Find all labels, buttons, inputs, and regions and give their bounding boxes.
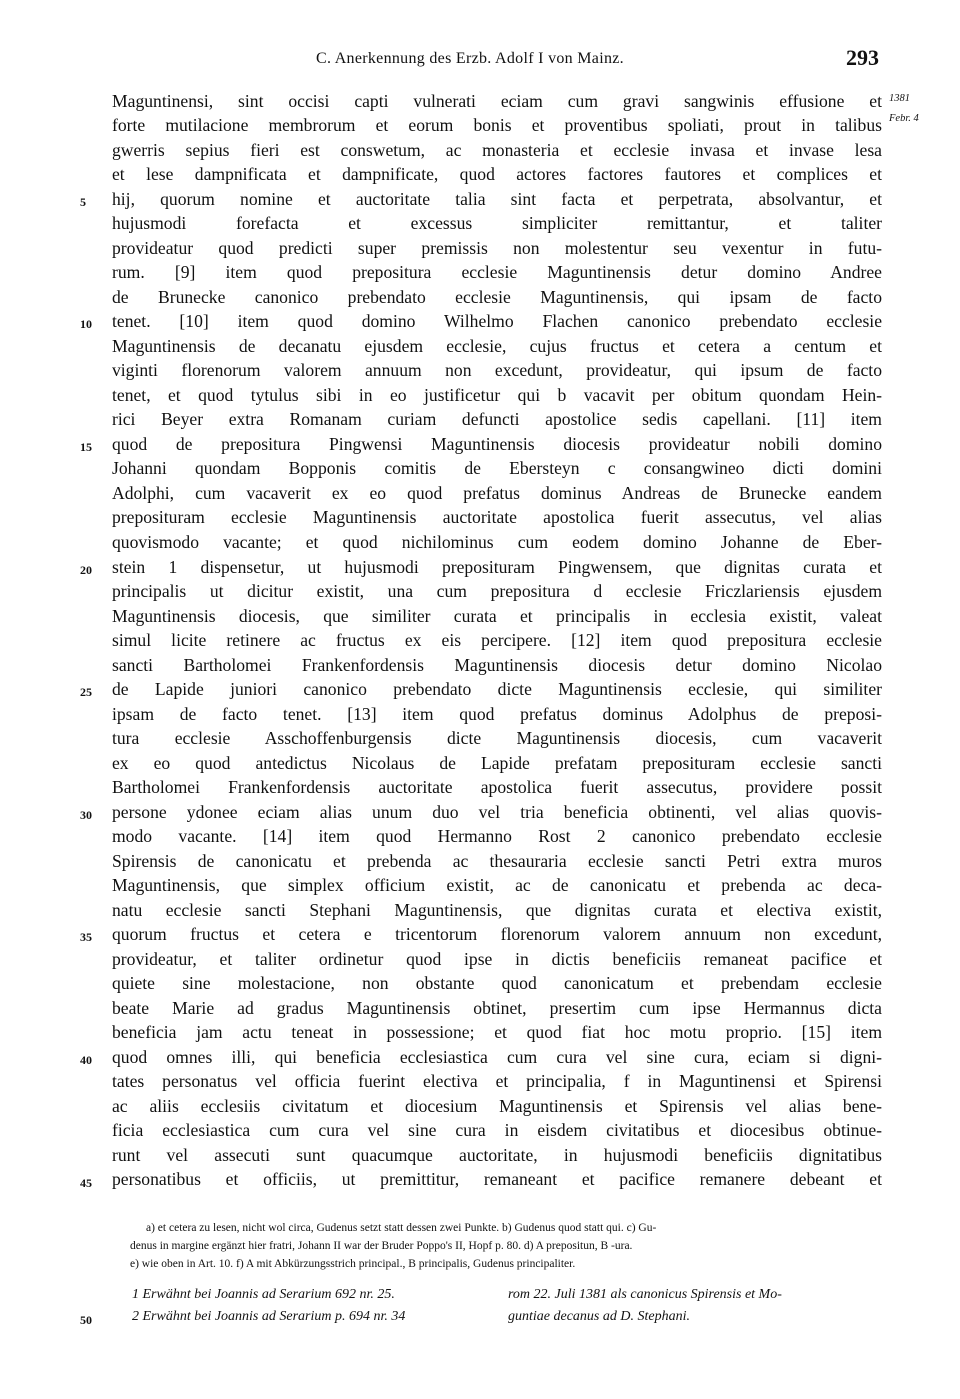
text-line: sancti Bartholomei Frankenfordensis Maguntinensis diocesis detur domino Nicolao (112, 655, 882, 675)
line-number: 15 (80, 440, 92, 454)
text-line: Johanni quondam Bopponis comitis de Ebersteyn c consangwineo dicti domini (112, 458, 882, 478)
text-line: gwerris sepius fieri est conswetum, ac monasteria et ecclesie invasa et invase lesa (112, 140, 882, 160)
text-line: tenet, et quod tytulus sibi in eo justificetur qui b vacavit per obitum quondam Hein- (112, 385, 882, 405)
text-line: Maguntinensis de decanatu ejusdem ecclesie, cujus fructus et cetera a centum et (112, 336, 882, 356)
footnote-2-continuation: rom 22. Juli 1381 als canonicus Spirensis et Mo- (508, 1287, 782, 1302)
text-line: ac aliis ecclesiis civitatum et diocesium Maguntinensis et Spirensis vel alias bene- (112, 1096, 882, 1116)
footnote-1: 1 Erwähnt bei Joannis ad Serarium 692 nr. 25. (132, 1287, 395, 1302)
text-line: quod de prepositura Pingwensi Maguntinensis diocesis provideatur nobili domino (112, 434, 882, 454)
text-line: de Brunecke canonico prebendato ecclesie Maguntinensis, qui ipsam de facto (112, 287, 882, 307)
text-line: de Lapide juniori canonico prebendato dicte Maguntinensis ecclesie, qui similiter (112, 679, 882, 699)
text-line: tenet. [10] item quod domino Wilhelmo Flachen canonico prebendato ecclesie (112, 311, 882, 331)
text-line: persone ydonee eciam alias unum duo vel tria beneficia obtinenti, vel alias quovis- (112, 802, 882, 822)
text-line: Adolphi, cum vacaverit ex eo quod prefatus dominus Andreas de Brunecke eandem (112, 483, 882, 503)
line-number: 5 (80, 195, 86, 209)
text-line: ipsam de facto tenet. [13] item quod prefatus dominus Adolphus de preposi- (112, 704, 882, 724)
line-number: 40 (80, 1053, 92, 1067)
text-line: hujusmodi forefacta et excessus simpliciter remittantur, et taliter (112, 213, 882, 233)
text-line: forte mutilacione membrorum et eorum bonis et proventibus spoliati, prout in talibus (112, 115, 882, 135)
line-number: 25 (80, 685, 92, 699)
text-line: Spirensis de canonicatu et prebenda ac thesauraria ecclesie sancti Petri extra muros (112, 851, 882, 871)
margin-year: 1381 (889, 93, 910, 104)
text-line: beate Marie ad gradus Maguntinensis obtinet, presertim cum ipse Hermannus dicta (112, 998, 882, 1018)
text-line: stein 1 dispensetur, ut hujusmodi preposituram Pingwensem, que dignitas curata et (112, 557, 882, 577)
text-line: preposituram ecclesie Maguntinensis auctoritate apostolica fuerit assecutus, vel alias (112, 507, 882, 527)
footnote-2-continuation: guntiae decanus ad D. Stephani. (508, 1309, 690, 1324)
text-line: Maguntinensis, que simplex officium existit, ac de canonicatu et prebenda ac deca- (112, 875, 882, 895)
text-line: ex eo quod antedictus Nicolaus de Lapide prefatam preposituram ecclesie sancti (112, 753, 882, 773)
text-line: quiete sine molestacione, non obstante quod canonicatum et prebendam ecclesie (112, 973, 882, 993)
line-number: 30 (80, 808, 92, 822)
text-line: provideatur quod predicti super premissis non molestentur seu vexentur in futu- (112, 238, 882, 258)
running-head: C. Anerkennung des Erzb. Adolf I von Mainz. (316, 50, 624, 67)
text-line: hij, quorum nomine et auctoritate talia sint facta et perpetrata, absolvantur, et (112, 189, 882, 209)
text-line: principalis ut dicitur existit, una cum prepositura d ecclesie Friczlariensis ejusdem (112, 581, 882, 601)
text-line: tates personatus vel officia fuerint electiva et principalia, f in Maguntinensi et Spirensi (112, 1071, 882, 1091)
text-line: tura ecclesie Asschoffenburgensis dicte Maguntinensis diocesis, cum vacaverit (112, 728, 882, 748)
text-line: viginti florenorum valorem annuum non excedunt, provideatur, qui ipsum de facto (112, 360, 882, 380)
text-line: natu ecclesie sancti Stephani Maguntinensis, que dignitas curata et electiva existit, (112, 900, 882, 920)
text-line: quovismodo vacante; et quod nichilominus cum eodem domino Johanne de Eber- (112, 532, 882, 552)
text-line: provideatur, et taliter ordinetur quod ipse in dictis beneficiis remaneat pacifice et (112, 949, 882, 969)
margin-date: Febr. 4 (889, 113, 919, 124)
line-number: 10 (80, 317, 92, 331)
line-number: 35 (80, 930, 92, 944)
footnote-2: 2 Erwähnt bei Joannis ad Serarium p. 694 nr. 34 (132, 1309, 406, 1324)
line-number: 20 (80, 563, 92, 577)
text-line: rici Beyer extra Romanam curiam defuncti apostolice sedis capellani. [11] item (112, 409, 882, 429)
text-line: Bartholomei Frankenfordensis auctoritate apostolica fuerit assecutus, providere possit (112, 777, 882, 797)
text-line: rum. [9] item quod prepositura ecclesie Maguntinensis detur domino Andree (112, 262, 882, 282)
page-number: 293 (846, 45, 879, 70)
apparatus-line: e) wie oben in Art. 10. f) A mit Abkürzungsstrich principal., B principalis, Gudenus principaliter. (130, 1258, 576, 1270)
text-line: Maguntinensi, sint occisi capti vulnerati eciam cum gravi sangwinis effusione et (112, 91, 882, 111)
text-line: quod omnes illi, qui beneficia ecclesiastica cum cura vel sine cura, eciam si digni- (112, 1047, 882, 1067)
line-number: 50 (80, 1313, 92, 1327)
text-line: beneficia jam actu teneat in possessione; et quod fiat hoc motu proprio. [15] item (112, 1022, 882, 1042)
text-line: ficia ecclesiastica cum cura vel sine cura in eisdem civitatibus et diocesibus obtinue- (112, 1120, 882, 1140)
line-number: 45 (80, 1176, 92, 1190)
text-line: simul licite retinere ac fructus ex eis percipere. [12] item quod prepositura ecclesie (112, 630, 882, 650)
apparatus-line: a) et cetera zu lesen, nicht wol circa, Gudenus setzt statt dessen zwei Punkte. b) Gudenus quod statt qui. c) Gu- (146, 1222, 657, 1234)
text-line: et lese dampnificata et dampnificate, quod actores factores fautores et complices et (112, 164, 882, 184)
apparatus-line: denus in margine ergänzt hier fratri, Johann II war der Bruder Poppo's II, Hopf p. 80. d) A prepositun, B -ura. (130, 1240, 633, 1252)
text-line: modo vacante. [14] item quod Hermanno Rost 2 canonico prebendato ecclesie (112, 826, 882, 846)
text-line: runt vel assecuti sunt quacumque auctoritate, in hujusmodi beneficiis dignitatibus (112, 1145, 882, 1165)
text-line: personatibus et officiis, ut premittitur, remaneant et pacifice remanere debeant et (112, 1169, 882, 1189)
text-line: Maguntinensis diocesis, que similiter curata et principalis in ecclesia existit, valeat (112, 606, 882, 626)
text-line: quorum fructus et cetera e tricentorum florenorum valorem annuum non excedunt, (112, 924, 882, 944)
